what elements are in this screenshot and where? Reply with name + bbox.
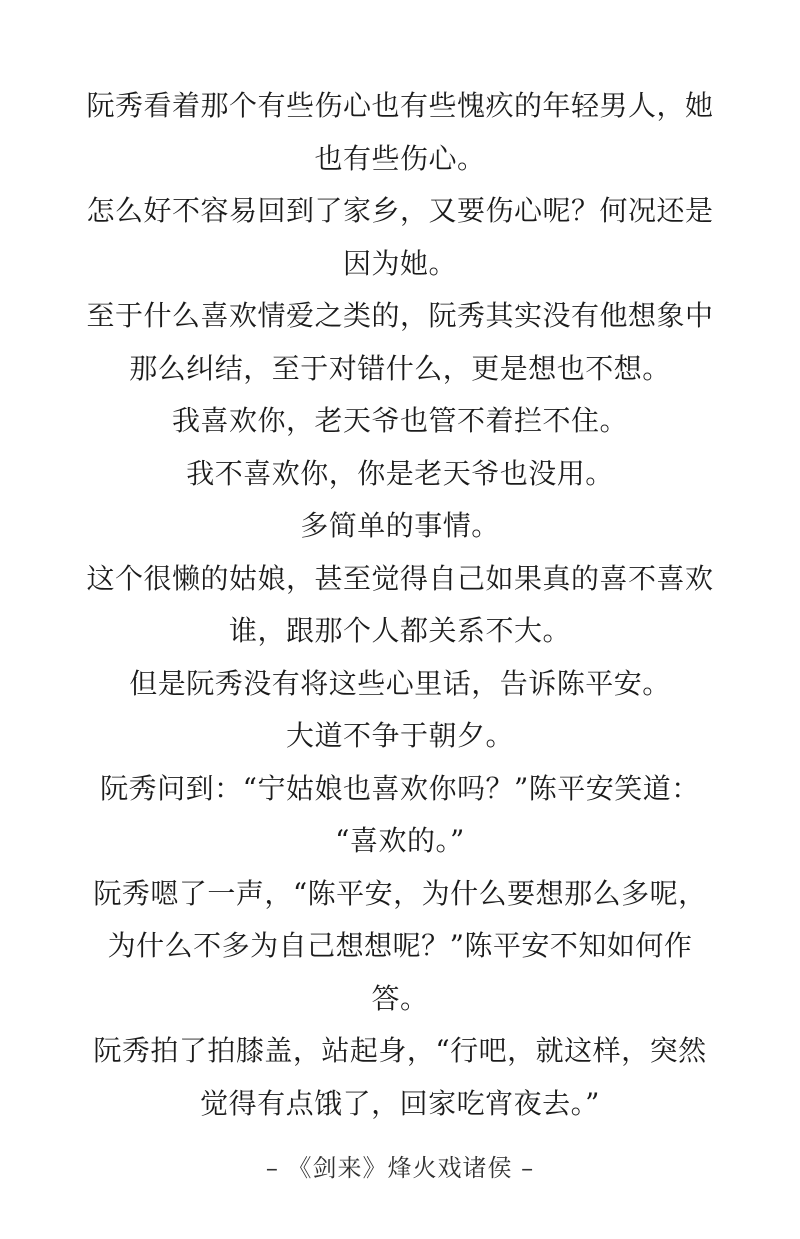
text-line: 多简单的事情。 xyxy=(300,509,500,542)
text-line: 至于什么喜欢情爱之类的，阮秀其实没有他想象中 xyxy=(86,299,714,332)
text-line: 答。 xyxy=(371,981,429,1015)
text-line: 那么纠结，至于对错什么，更是想也不想。 xyxy=(129,351,671,385)
text-line: 为什么不多为自己想想呢？”陈平安不知如何作 xyxy=(107,929,693,962)
text-line: 大道不争于朝夕。 xyxy=(285,719,514,752)
text-line: 但是阮秀没有将这些心里话，告诉陈平安。 xyxy=(129,666,671,700)
paragraph xyxy=(84,658,716,711)
text-line: 阮秀嗯了一声，“陈平安，为什么要想那么多呢， xyxy=(93,876,707,910)
text-line: 阮秀问到：“宁姑娘也喜欢你吗？”陈平安笑道： xyxy=(100,771,700,805)
paragraph xyxy=(84,448,716,501)
paragraph xyxy=(84,500,716,553)
paragraph xyxy=(84,868,716,1026)
text-line: 这个很懒的姑娘，甚至觉得自己如果真的喜不喜欢 xyxy=(86,561,714,595)
text-line: 谁，跟那个人都关系不大。 xyxy=(228,614,571,647)
paragraph xyxy=(84,395,716,448)
text-line: “喜欢的。” xyxy=(335,824,465,857)
footer-attribution: – 《剑来》烽火戏诸侯 – xyxy=(265,1154,535,1182)
paragraph xyxy=(84,1025,716,1130)
paragraph xyxy=(84,763,716,868)
paragraph xyxy=(84,290,716,395)
text-line: 觉得有点饿了，回家吃宵夜去。” xyxy=(200,1086,600,1120)
text-line: 我喜欢你，老天爷也管不着拦不住。 xyxy=(171,404,628,437)
text-line: 因为她。 xyxy=(342,246,457,280)
text-line: 也有些伤心。 xyxy=(314,141,486,175)
text-line: 阮秀拍了拍膝盖，站起身，“行吧，就这样，突然 xyxy=(93,1034,707,1067)
text-line: 怎么好不容易回到了家乡，又要伤心呢？何况还是 xyxy=(86,194,714,227)
novel-text-body xyxy=(84,80,716,1130)
paragraph xyxy=(84,185,716,290)
paragraph xyxy=(84,80,716,185)
text-line: 我不喜欢你，你是老天爷也没用。 xyxy=(186,456,614,490)
text-line: 阮秀看着那个有些伤心也有些愧疚的年轻男人，她 xyxy=(86,89,714,122)
paragraph xyxy=(84,553,716,658)
paragraph xyxy=(84,710,716,763)
